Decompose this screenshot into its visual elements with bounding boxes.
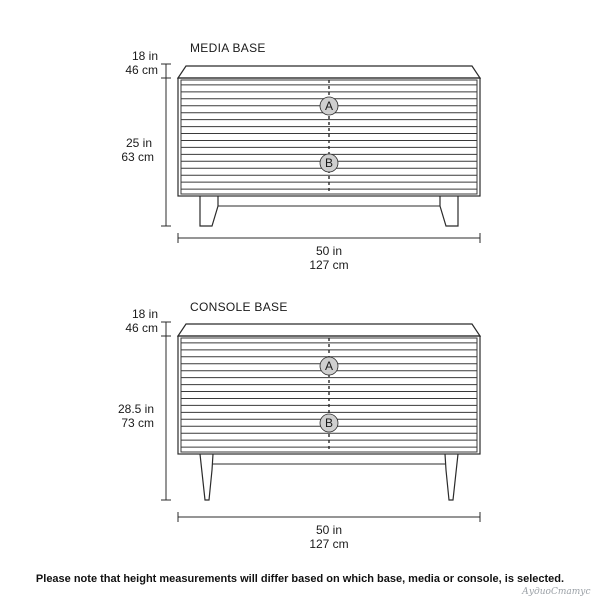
- console-width-dimension: [178, 512, 480, 522]
- console-top-cm: 46 cm: [125, 321, 158, 335]
- media-width-dimension: [178, 233, 480, 243]
- console-left-leg: [200, 454, 213, 500]
- media-left-leg: [200, 196, 218, 226]
- media-base-title: MEDIA BASE: [190, 41, 266, 55]
- media-top-cm: 46 cm: [125, 63, 158, 77]
- console-height-cm: 73 cm: [121, 416, 154, 430]
- media-width-cm: 127 cm: [309, 258, 349, 272]
- watermark: АудиоСтатус: [522, 587, 591, 597]
- media-right-leg: [440, 196, 458, 226]
- console-base-cabinet: [178, 324, 480, 500]
- console-top-slab: [178, 324, 480, 336]
- console-drawer-a-label: A: [324, 359, 333, 373]
- console-width-in: 50 in: [315, 523, 343, 537]
- media-width-in: 50 in: [315, 244, 343, 258]
- media-height-dimension: [161, 64, 171, 226]
- media-drawer-b-label: B: [324, 156, 333, 170]
- media-base-cabinet: [178, 66, 480, 226]
- media-height-in: 25 in: [125, 136, 152, 150]
- console-top-in: 18 in: [131, 307, 158, 321]
- media-drawer-a-label: A: [324, 99, 333, 113]
- media-top-in: 18 in: [131, 49, 158, 63]
- media-top-slab: [178, 66, 480, 78]
- console-drawer-b-label: B: [324, 416, 333, 430]
- console-base-title: CONSOLE BASE: [190, 300, 288, 314]
- console-width-cm: 127 cm: [309, 537, 349, 551]
- media-height-cm: 63 cm: [121, 150, 154, 164]
- console-right-leg: [445, 454, 458, 500]
- console-height-dimension: [161, 322, 171, 500]
- console-height-in: 28.5 in: [117, 402, 154, 416]
- height-note: Please note that height measurements will differ based on which base, media or console, is selected.: [35, 573, 565, 585]
